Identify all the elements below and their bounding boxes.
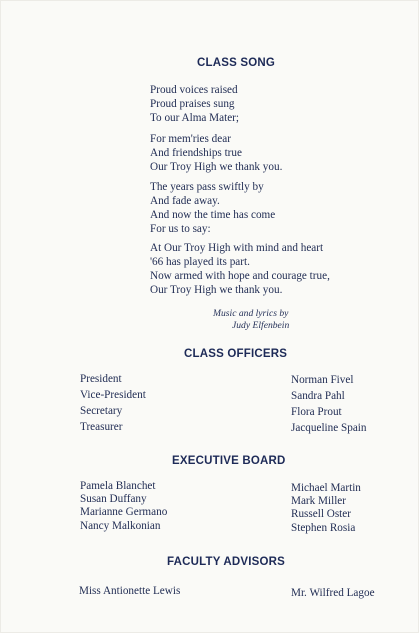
song-line: Our Troy High we thank you.: [150, 284, 283, 296]
song-line: For us to say:: [150, 223, 211, 235]
board-member: Susan Duffany: [80, 493, 147, 506]
song-line: Proud praises sung: [150, 98, 235, 110]
board-member: Russell Oster: [291, 508, 351, 521]
faculty-advisor: Mr. Wilfred Lagoe: [291, 587, 375, 599]
song-line: Now armed with hope and courage true,: [150, 270, 330, 282]
song-line: To our Alma Mater;: [150, 112, 240, 124]
song-line: Our Troy High we thank you.: [150, 161, 283, 173]
board-member: Pamela Blanchet: [80, 480, 156, 492]
class-officers-heading: CLASS OFFICERS: [184, 348, 288, 360]
board-member: Stephen Rosia: [291, 521, 356, 534]
officer-titles: [80, 371, 146, 435]
board-member: Michael Martin: [291, 482, 361, 494]
officer-title: Treasurer: [80, 421, 123, 433]
song-credit-line: Music and lyrics by: [213, 308, 289, 319]
song-credit-author: Judy Elfenbein: [232, 320, 290, 331]
song-line: '66 has played its part.: [150, 256, 250, 268]
officer-title: Secretary: [80, 405, 123, 417]
officer-name: Flora Prout: [291, 406, 342, 418]
song-line: For mem'ries dear: [150, 133, 231, 145]
song-line: The years pass swiftly by: [150, 181, 264, 193]
faculty-advisors-heading: FACULTY ADVISORS: [167, 556, 285, 568]
officer-title: Vice-President: [80, 389, 146, 401]
board-members-left: [80, 480, 167, 533]
officer-names: [291, 372, 367, 436]
board-members-right: [291, 482, 361, 535]
board-member: Marianne Germano: [80, 506, 168, 519]
executive-board-heading: EXECUTIVE BOARD: [172, 455, 286, 467]
officer-name: Jacqueline Spain: [291, 422, 367, 434]
officer-name: Norman Fivel: [291, 374, 354, 386]
faculty-advisor: Miss Antionette Lewis: [79, 585, 181, 597]
song-line: And friendships true: [150, 147, 242, 159]
officer-title: President: [80, 373, 122, 385]
song-line: Proud voices raised: [150, 84, 238, 96]
class-song-heading: CLASS SONG: [197, 57, 276, 69]
song-line: And now the time has come: [150, 209, 276, 221]
board-member: Mark Miller: [291, 495, 346, 508]
officer-name: Sandra Pahl: [291, 390, 345, 402]
song-line: At Our Troy High with mind and heart: [150, 242, 324, 254]
song-line: And fade away.: [150, 195, 220, 207]
board-member: Nancy Malkonian: [80, 519, 161, 532]
